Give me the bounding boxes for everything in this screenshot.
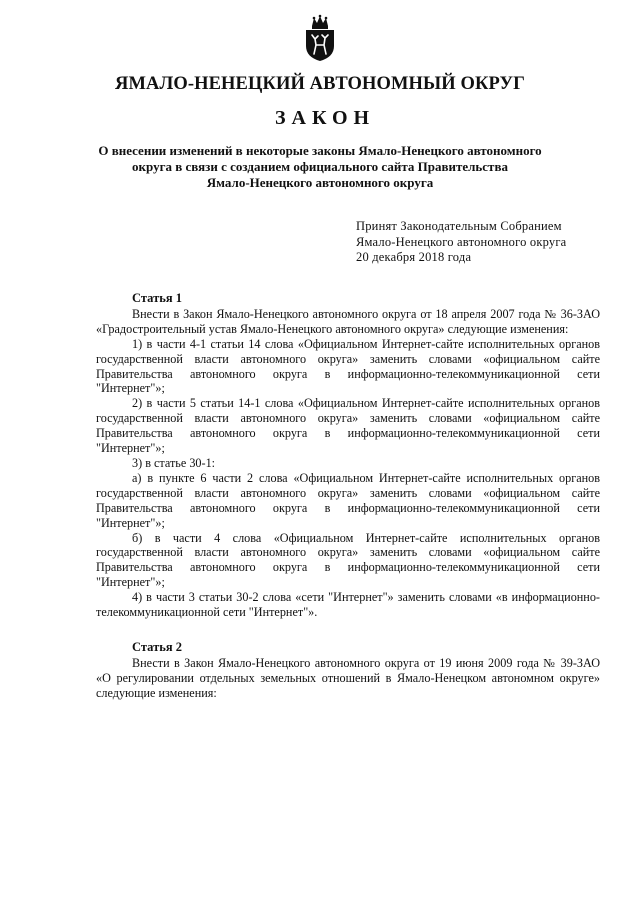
article-1 xyxy=(96,291,600,620)
article-paragraph: 3) в статье 30-1: xyxy=(132,455,216,470)
article-heading: Статья 1 xyxy=(132,291,182,305)
law-title-line: округа в связи с созданием официального сайта Правительства xyxy=(132,159,508,174)
article-paragraph: 4) в части 3 статьи 30-2 слова «сети "Интернет"» заменить словами «в информационно-телекоммуникационной сети "Интернет"». xyxy=(96,590,600,620)
article-paragraph: 1) в части 4-1 статьи 14 слова «Официальном Интернет-сайте исполнительных органов государственной власти автономного округа» заменить словами «официальном сайте Правительства автономного округа в информационно-телекоммуникационной сети "Интернет"»; xyxy=(96,336,600,396)
law-title xyxy=(60,143,580,191)
article-heading: Статья 2 xyxy=(132,640,182,654)
law-title-line: Ямало-Ненецкого автономного округа xyxy=(206,175,434,190)
article-paragraph: а) в пункте 6 части 2 слова «Официальном Интернет-сайте исполнительных органов государственной власти автономного округа» заменить словами «официальном сайте Правительства автономного округа в информационно-телекоммуникационной сети "Интернет"»; xyxy=(96,470,600,530)
region-title: ЯМАЛО-НЕНЕЦКИЙ АВТОНОМНЫЙ ОКРУГ xyxy=(114,74,526,94)
article-paragraph: 2) в части 5 статьи 14-1 слова «Официальном Интернет-сайте исполнительных органов государственной власти автономного округа» заменить словами «официальном сайте Правительства автономного округа в информационно-телекоммуникационной сети "Интернет"»; xyxy=(96,396,600,456)
article-paragraph: Внести в Закон Ямало-Ненецкого автономного округа от 19 июня 2009 года № 39-ЗАО «О регулировании отдельных земельных отношений в Ямало-Ненецком автономном округе» следующие изменения: xyxy=(96,655,600,700)
adoption-line: Ямало-Ненецкого автономного округа xyxy=(356,234,567,249)
article-paragraph: б) в части 4 слова «Официальном Интернет-сайте исполнительных органов государственной власти автономного округа» заменить словами «официальном сайте Правительства автономного округа в информационно-телекоммуникационной сети "Интернет"»; xyxy=(96,530,600,590)
coat-of-arms-icon xyxy=(303,14,337,62)
article-paragraph: Внести в Закон Ямало-Ненецкого автономного округа от 18 апреля 2007 года № 36-ЗАО «Градостроительный устав Ямало-Ненецкого автономного округа» следующие изменения: xyxy=(96,306,600,336)
adoption-line: Принят Законодательным Собранием xyxy=(356,219,562,233)
article-2 xyxy=(96,640,600,701)
adoption-date: 20 декабря 2018 года xyxy=(356,250,472,264)
document-type: ЗАКОН xyxy=(274,107,376,129)
law-title-line: О внесении изменений в некоторые законы Ямало-Ненецкого автономного xyxy=(98,143,542,158)
adoption-note xyxy=(356,219,566,266)
